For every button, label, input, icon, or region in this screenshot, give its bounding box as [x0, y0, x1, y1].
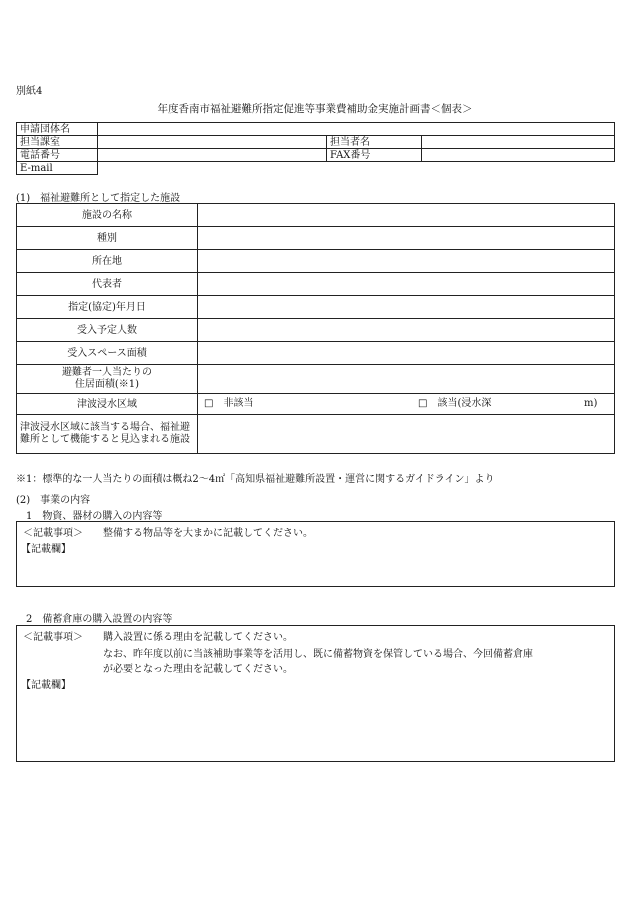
item1-field-label: 【記載欄】	[21, 544, 71, 555]
space-area-label: 受入スペース面積	[17, 342, 198, 365]
dept-label: 担当課室	[17, 136, 98, 149]
email-label: E-mail	[17, 162, 98, 175]
tel-label: 電話番号	[17, 149, 98, 162]
capacity-label: 受入予定人数	[17, 319, 198, 342]
item2-heading: 2 備蓄倉庫の購入設置の内容等	[26, 614, 173, 625]
section1-heading: (1) 福祉避難所として指定した施設	[16, 193, 181, 204]
space-area-field[interactable]	[198, 342, 615, 365]
facility-table	[16, 203, 615, 454]
form-number: 別紙4	[16, 86, 43, 97]
person-label: 担当者名	[327, 136, 422, 149]
facility-name-field[interactable]	[198, 204, 615, 227]
item2-instr: 購入設置に係る理由を記載してください。	[103, 632, 293, 643]
org-field[interactable]	[98, 123, 615, 136]
designation-date-label: 指定(協定)年月日	[17, 296, 198, 319]
tsunami-label: 津波浸水区域	[17, 394, 198, 415]
item2-field-label: 【記載欄】	[21, 680, 71, 691]
page-title: 年度香南市福祉避難所指定促進等事業費補助金実施計画書＜個表＞	[157, 103, 473, 115]
section2-heading: (2) 事業の内容	[16, 495, 91, 506]
dept-field[interactable]	[98, 136, 327, 149]
area-footnote: ※1：標準的な一人当たりの面積は概ね2～4㎡「高知県福祉避難所設置・運営に関するガイドライン」より	[16, 474, 495, 485]
area-per-person-field[interactable]	[198, 365, 615, 394]
option-not-applicable[interactable]: □ 非該当	[204, 398, 254, 409]
tel-field[interactable]	[98, 149, 327, 162]
option-applicable[interactable]: □ 該当(浸水深	[418, 398, 492, 409]
person-field[interactable]	[422, 136, 615, 149]
item1-heading: 1 物資、器材の購入の内容等	[26, 511, 163, 522]
area-label-line1: 避難者一人当たりの	[62, 367, 152, 378]
item1-instr: 整備する物品等を大まかに記載してください。	[103, 528, 313, 539]
email-field[interactable]	[98, 162, 615, 175]
fax-label: FAX番号	[327, 149, 422, 162]
facility-type-label: 種別	[17, 227, 198, 250]
function-facility-label: 津波浸水区域に該当する場合、福祉避難所として機能すると見込まれる施設	[17, 415, 198, 454]
depth-unit: m)	[584, 398, 598, 409]
capacity-field[interactable]	[198, 319, 615, 342]
facility-address-label: 所在地	[17, 250, 198, 273]
item2-box[interactable]	[16, 625, 615, 762]
area-label-line2: 住居面積(※1)	[74, 379, 140, 390]
item2-note-line1: なお、昨年度以前に当該補助事業等を活用し、既に備蓄物資を保管している場合、今回備蓄倉庫	[103, 649, 533, 660]
facility-address-field[interactable]	[198, 250, 615, 273]
facility-name-label: 施設の名称	[17, 204, 198, 227]
item2-note-line2: が必要となった理由を記載してください。	[103, 664, 293, 675]
designation-date-field[interactable]	[198, 296, 615, 319]
function-facility-field[interactable]	[198, 415, 615, 454]
item2-instr-label: ＜記載事項＞	[23, 632, 83, 643]
representative-label: 代表者	[17, 273, 198, 296]
facility-type-field[interactable]	[198, 227, 615, 250]
item1-box[interactable]	[16, 521, 615, 587]
representative-field[interactable]	[198, 273, 615, 296]
tsunami-options	[198, 394, 615, 415]
item1-instr-label: ＜記載事項＞	[23, 528, 83, 539]
fax-field[interactable]	[422, 149, 615, 162]
applicant-table	[16, 122, 615, 175]
area-per-person-label	[17, 365, 198, 394]
org-label: 申請団体名	[17, 123, 98, 136]
